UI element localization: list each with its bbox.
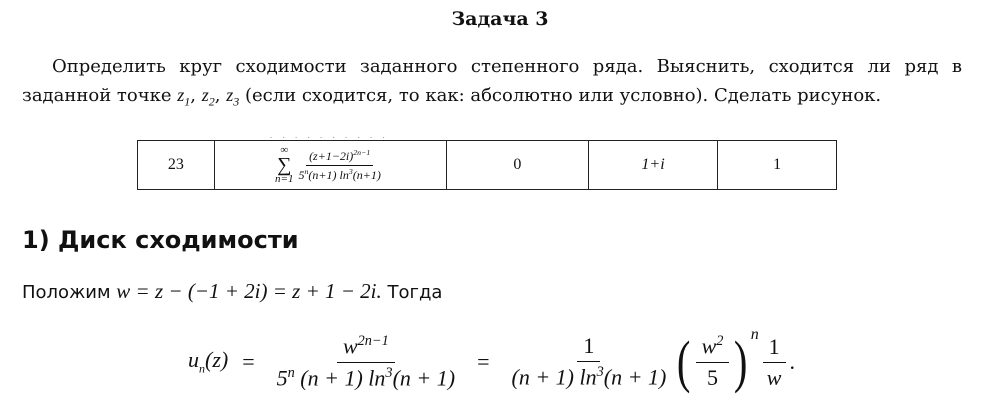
task-title: Задача 3 <box>451 8 549 30</box>
table-cell-z2: 1+i <box>589 141 719 189</box>
left-paren: ( <box>677 329 691 394</box>
task-table <box>137 140 837 190</box>
table-cell-number: 23 <box>138 141 215 189</box>
fraction-3: $\frac{w^2}{5}$ <box>696 331 730 392</box>
fraction-2: $\frac{1}{(n + 1) \ln^3(n + 1)}$ <box>511 333 667 390</box>
table-cell-z1: 0 <box>447 141 589 189</box>
right-paren: ) <box>734 329 748 394</box>
formula-end: . <box>789 349 795 374</box>
series-fraction: $\frac{(z+1-2i)^{2n-1}}{5^n(n+1) \ln^3(n+1)}$ <box>298 147 381 182</box>
point-z3: $z_3$ <box>226 85 240 109</box>
series-expression <box>275 145 386 185</box>
fraction-4: $\frac{1}{w}$ <box>761 332 788 393</box>
paren-power: n <box>750 326 759 343</box>
intro-then: Тогда <box>387 282 443 303</box>
point-z2: $z_2$ <box>201 85 215 109</box>
table-top-fragment: . . . . . . . . . . <box>270 130 389 140</box>
intro-word: Положим <box>22 282 111 303</box>
task-statement: Определить круг сходимости заданного степенного ряда. Выяснить, сходится ли ряд в заданной точке $z_1$, $z_2$, $z_3$ (если сходится, то как: абсолютно или условно). Сделать рисунок. <box>22 56 962 109</box>
statement-after-points: (если сходится, то как: абсолютно или условно). Сделать рисунок. <box>244 85 882 106</box>
equals-sign: = <box>242 349 255 374</box>
substitution-formula: w = z − (−1 + 2i) = z + 1 − 2i. <box>116 279 382 303</box>
section-heading: 1) Диск сходимости <box>22 226 299 254</box>
table-cell-series <box>215 141 447 189</box>
intro-line <box>22 279 442 304</box>
equals-sign: = <box>477 349 490 374</box>
table-cell-z3: 1 <box>773 156 782 173</box>
formula-lhs: $u_n(z)$ <box>188 347 229 376</box>
sum-operator: ∞ ∑ n=1 <box>275 144 294 185</box>
statement-before-points: Определить круг сходимости заданного степенного ряда. Выяснить, сходится ли ряд в заданной точке <box>22 56 962 106</box>
general-term-formula <box>188 322 795 402</box>
point-z1: $z_1$ <box>177 85 191 109</box>
fraction-1: $\frac{w^{2n-1}}{5^n (n + 1) \ln^3(n + 1)}$ <box>276 333 456 390</box>
